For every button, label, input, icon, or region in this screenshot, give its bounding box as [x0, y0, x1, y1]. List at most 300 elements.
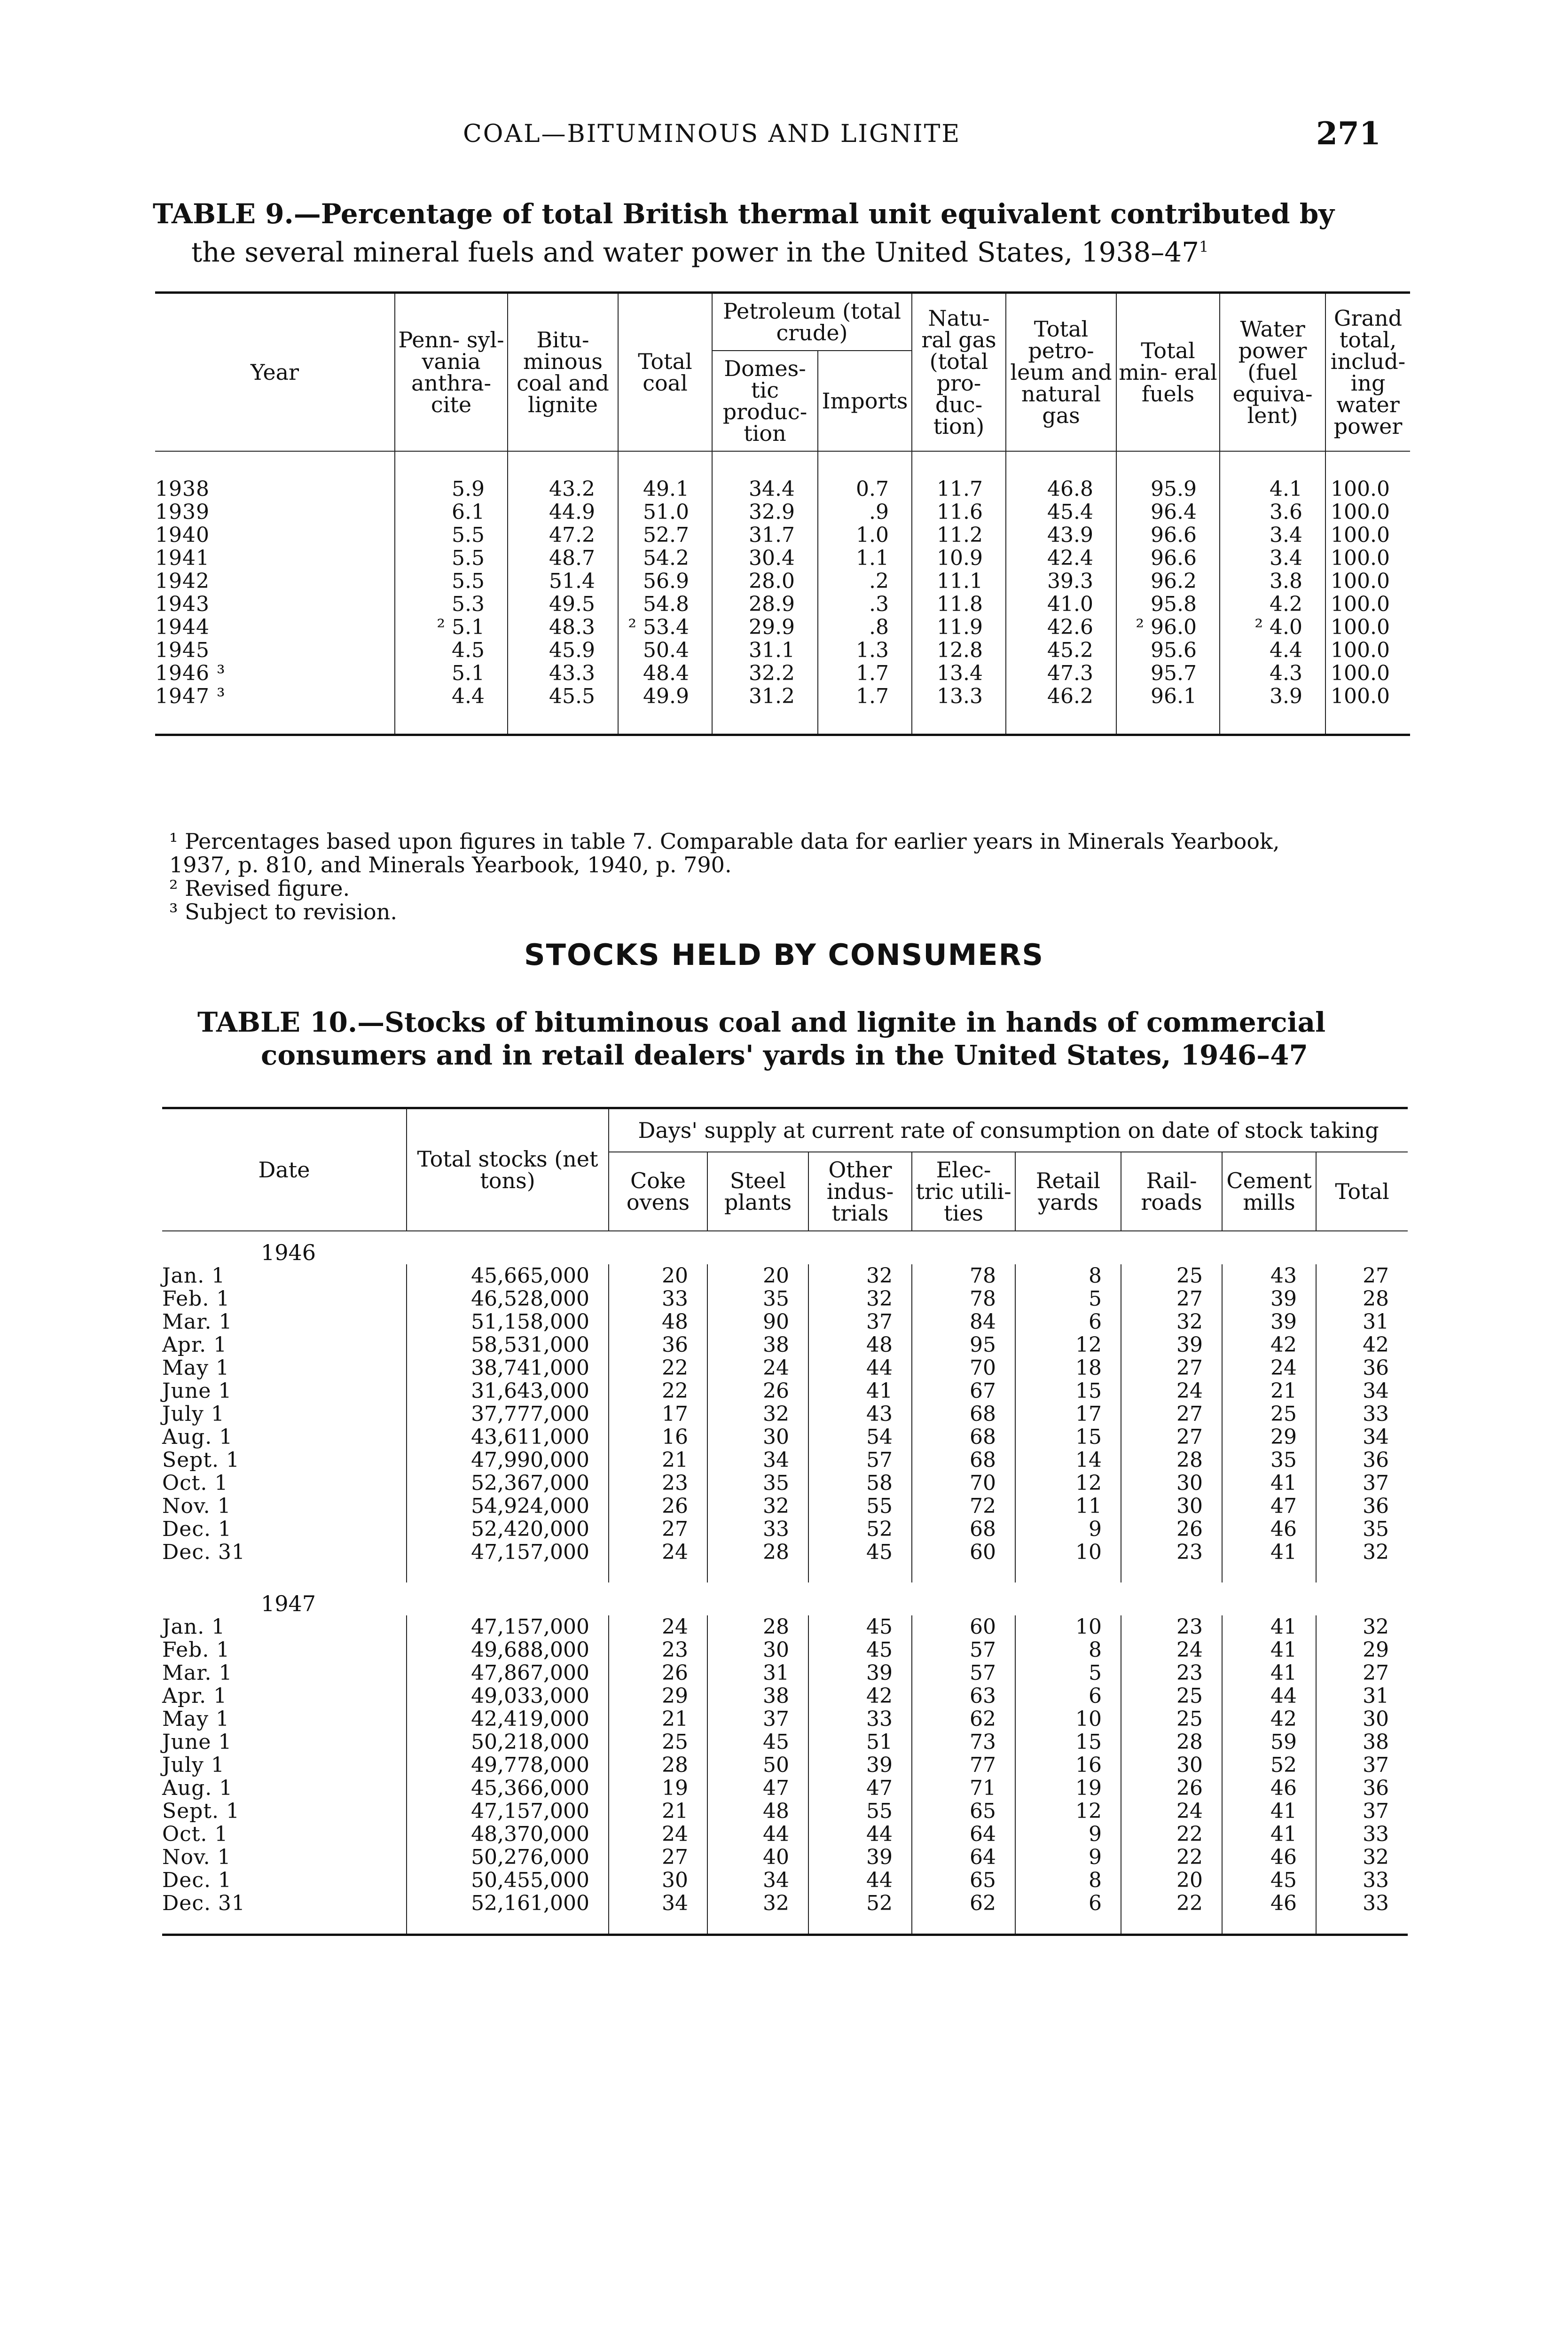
table9-caption-subtitle: the several mineral fuels and water power in the United States, 1938–47 — [191, 236, 1200, 268]
t10-cell-coke: 27 — [609, 1518, 707, 1541]
t10-cell-rail: 27 — [1121, 1402, 1222, 1426]
t10-cell-other: 55 — [808, 1495, 912, 1518]
t10-cell-rail: 32 — [1121, 1310, 1222, 1333]
t10-cell-elec: 64 — [912, 1823, 1015, 1846]
t9-cell-tcoal: 52.7 — [618, 524, 712, 547]
t9-cell-gas: 11.8 — [912, 593, 1006, 616]
t10-cell-other: 39 — [808, 1846, 912, 1869]
t10-cell-coke: 19 — [609, 1777, 707, 1800]
t10-cell-coke: 20 — [609, 1264, 707, 1287]
t10-cell-other: 52 — [808, 1892, 912, 1915]
t10-cell-total: 33 — [1316, 1823, 1408, 1846]
t10-cell-stocks: 52,367,000 — [407, 1472, 609, 1495]
t9-cell-tpg: 41.0 — [1006, 593, 1116, 616]
table-row — [155, 685, 1410, 708]
t9-cell-gas: 11.1 — [912, 570, 1006, 593]
t10-cell-steel: 90 — [707, 1310, 808, 1333]
t10-cell-total: 28 — [1316, 1287, 1408, 1310]
t9-cell-anth: 5.1 — [395, 662, 508, 685]
t10-cell-rail: 39 — [1121, 1333, 1222, 1356]
t10-cell-stocks: 42,419,000 — [407, 1708, 609, 1731]
t9-cell-tmf: 95.7 — [1116, 662, 1220, 685]
t10-cell-cement: 41 — [1222, 1638, 1316, 1661]
t9-cell-wp: 4.3 — [1220, 662, 1325, 685]
table-row — [155, 524, 1410, 547]
t10-cell-elec: 63 — [912, 1684, 1015, 1708]
t10-cell-total: 37 — [1316, 1754, 1408, 1777]
t10-cell-steel: 35 — [707, 1287, 808, 1310]
t10-cell-steel: 47 — [707, 1777, 808, 1800]
t10-cell-date: Dec. 31 — [162, 1891, 245, 1915]
t10-cell-elec: 57 — [912, 1638, 1015, 1661]
t9-cell-tpg: 45.4 — [1006, 501, 1116, 524]
t10-cell-date: Aug. 1 — [162, 1776, 233, 1800]
t10-cell-other: 32 — [808, 1287, 912, 1310]
table-row — [162, 1846, 1408, 1869]
table-row — [155, 570, 1410, 593]
table-row — [155, 639, 1410, 662]
table-row — [162, 1449, 1408, 1472]
t9-cell-tpg: 42.4 — [1006, 547, 1116, 570]
t10-cell-elec: 73 — [912, 1731, 1015, 1754]
t9-cell-year: 1946 ³ — [155, 661, 226, 685]
t10-cell-elec: 78 — [912, 1287, 1015, 1310]
t9-cell-gt: 100.0 — [1325, 662, 1410, 685]
t10-cell-date: Dec. 31 — [162, 1540, 245, 1564]
t10-cell-date: Feb. 1 — [162, 1638, 230, 1662]
t9-cell-gas: 10.9 — [912, 547, 1006, 570]
t10-cell-retail: 16 — [1015, 1754, 1121, 1777]
t9-cell-tmf: 96.1 — [1116, 685, 1220, 708]
t10-cell-total: 33 — [1316, 1402, 1408, 1426]
t10-cell-total: 33 — [1316, 1892, 1408, 1915]
t10-cell-rail: 22 — [1121, 1846, 1222, 1869]
t9-cell-gas: 12.8 — [912, 639, 1006, 662]
t10-cell-elec: 68 — [912, 1449, 1015, 1472]
t10-cell-other: 39 — [808, 1661, 912, 1684]
t10-col-date: Date — [162, 1108, 407, 1231]
t10-cell-date: Aug. 1 — [162, 1425, 233, 1449]
t9-cell-imp: .2 — [818, 570, 912, 593]
table-row — [155, 547, 1410, 570]
t10-cell-cement: 41 — [1222, 1615, 1316, 1638]
t9-cell-anth: 4.5 — [395, 639, 508, 662]
t9-cell-dom: 32.9 — [712, 501, 818, 524]
t9-cell-year: 1939 — [155, 500, 210, 524]
t9-cell-imp: 1.3 — [818, 639, 912, 662]
t10-cell-rail: 27 — [1121, 1426, 1222, 1449]
t10-cell-elec: 71 — [912, 1777, 1015, 1800]
table-row — [162, 1708, 1408, 1731]
t10-cell-other: 42 — [808, 1684, 912, 1708]
t10-cell-other: 57 — [808, 1449, 912, 1472]
t9-cell-tpg: 42.6 — [1006, 616, 1116, 639]
t10-cell-date: May 1 — [162, 1356, 230, 1380]
t9-cell-imp: .9 — [818, 501, 912, 524]
table-row — [162, 1287, 1408, 1310]
t9-col-petroleum-group: Petroleum (total crude) — [712, 293, 912, 351]
table-row — [162, 1264, 1408, 1287]
t10-cell-cement: 24 — [1222, 1356, 1316, 1379]
t10-cell-stocks: 47,867,000 — [407, 1661, 609, 1684]
t10-cell-coke: 16 — [609, 1426, 707, 1449]
t9-cell-bit: 49.5 — [508, 593, 618, 616]
t10-cell-steel: 24 — [707, 1356, 808, 1379]
t9-cell-gt: 100.0 — [1325, 593, 1410, 616]
t10-cell-retail: 12 — [1015, 1800, 1121, 1823]
t10-cell-cement: 47 — [1222, 1495, 1316, 1518]
table9 — [155, 291, 1410, 736]
t10-cell-coke: 23 — [609, 1472, 707, 1495]
t10-cell-coke: 36 — [609, 1333, 707, 1356]
t9-cell-dom: 29.9 — [712, 616, 818, 639]
table-row — [162, 1356, 1408, 1379]
table-row — [155, 616, 1410, 639]
t10-cell-other: 44 — [808, 1869, 912, 1892]
t9-cell-tcoal: ² 53.4 — [618, 616, 712, 639]
t9-cell-tpg: 46.2 — [1006, 685, 1116, 708]
table10-caption — [197, 1006, 1419, 1072]
t10-cell-steel: 44 — [707, 1823, 808, 1846]
table9-body — [155, 451, 1410, 735]
t10-cell-retail: 18 — [1015, 1356, 1121, 1379]
t9-cell-gt: 100.0 — [1325, 570, 1410, 593]
t9-cell-bit: 51.4 — [508, 570, 618, 593]
t9-cell-tmf: 95.8 — [1116, 593, 1220, 616]
t10-cell-date: July 1 — [162, 1753, 225, 1777]
t10-cell-retail: 9 — [1015, 1846, 1121, 1869]
t10-cell-date: July 1 — [162, 1402, 225, 1426]
t9-cell-gt: 100.0 — [1325, 501, 1410, 524]
t10-cell-stocks: 47,157,000 — [407, 1800, 609, 1823]
t9-cell-anth: 5.3 — [395, 593, 508, 616]
t9-cell-anth: 4.4 — [395, 685, 508, 708]
t10-cell-stocks: 48,370,000 — [407, 1823, 609, 1846]
t10-cell-cement: 46 — [1222, 1892, 1316, 1915]
table10-caption-title: TABLE 10.—Stocks of — [197, 1006, 525, 1038]
t9-cell-wp: 3.8 — [1220, 570, 1325, 593]
t10-cell-elec: 60 — [912, 1615, 1015, 1638]
table-row — [162, 1892, 1408, 1915]
t10-cell-rail: 24 — [1121, 1379, 1222, 1402]
t10-cell-other: 45 — [808, 1638, 912, 1661]
t9-cell-year: 1943 — [155, 592, 210, 616]
t10-cell-other: 55 — [808, 1800, 912, 1823]
table-row — [162, 1615, 1408, 1638]
t10-cell-cement: 29 — [1222, 1426, 1316, 1449]
t9-cell-bit: 45.9 — [508, 639, 618, 662]
table10 — [162, 1107, 1408, 1936]
footnote-3: ³ Subject to revision. — [169, 899, 397, 924]
t10-cell-total: 37 — [1316, 1472, 1408, 1495]
t9-cell-tmf: 95.9 — [1116, 478, 1220, 501]
t10-cell-total: 27 — [1316, 1661, 1408, 1684]
t10-cell-rail: 25 — [1121, 1264, 1222, 1287]
t10-cell-date: Feb. 1 — [162, 1287, 230, 1311]
table-row — [162, 1333, 1408, 1356]
t9-col-anthracite: Penn- syl- vania anthra- cite — [395, 293, 508, 452]
t10-cell-cement: 21 — [1222, 1379, 1316, 1402]
t10-cell-coke: 33 — [609, 1287, 707, 1310]
t10-cell-other: 47 — [808, 1777, 912, 1800]
t10-cell-stocks: 50,276,000 — [407, 1846, 609, 1869]
t10-cell-elec: 57 — [912, 1661, 1015, 1684]
table-row — [162, 1472, 1408, 1495]
t10-cell-stocks: 46,528,000 — [407, 1287, 609, 1310]
t10-cell-total: 32 — [1316, 1541, 1408, 1564]
year-1946-label: 1946 — [261, 1240, 316, 1265]
t10-cell-steel: 28 — [707, 1615, 808, 1638]
t10-cell-cement: 41 — [1222, 1472, 1316, 1495]
t10-cell-coke: 21 — [609, 1449, 707, 1472]
t10-cell-total: 31 — [1316, 1310, 1408, 1333]
table-row — [162, 1823, 1408, 1846]
t10-cell-elec: 65 — [912, 1869, 1015, 1892]
t10-cell-elec: 68 — [912, 1518, 1015, 1541]
t9-cell-tcoal: 49.1 — [618, 478, 712, 501]
t10-cell-elec: 77 — [912, 1754, 1015, 1777]
t10-cell-retail: 11 — [1015, 1495, 1121, 1518]
table-row — [162, 1379, 1408, 1402]
t10-cell-steel: 34 — [707, 1869, 808, 1892]
t9-cell-gt: 100.0 — [1325, 524, 1410, 547]
t10-cell-date: Oct. 1 — [162, 1822, 228, 1846]
t10-col-retail: Retail yards — [1015, 1152, 1121, 1231]
t10-cell-steel: 38 — [707, 1333, 808, 1356]
t9-cell-tpg: 43.9 — [1006, 524, 1116, 547]
t10-cell-other: 32 — [808, 1264, 912, 1287]
t10-cell-steel: 31 — [707, 1661, 808, 1684]
t10-cell-cement: 39 — [1222, 1287, 1316, 1310]
t9-cell-tmf: 96.2 — [1116, 570, 1220, 593]
t10-cell-steel: 38 — [707, 1684, 808, 1708]
t9-cell-dom: 30.4 — [712, 547, 818, 570]
t9-cell-gt: 100.0 — [1325, 639, 1410, 662]
t10-cell-elec: 62 — [912, 1708, 1015, 1731]
t10-cell-coke: 25 — [609, 1731, 707, 1754]
t10-cell-steel: 45 — [707, 1731, 808, 1754]
t9-cell-gas: 13.3 — [912, 685, 1006, 708]
t10-cell-retail: 5 — [1015, 1287, 1121, 1310]
t9-col-grand-total: Grand total, includ- ing water power — [1325, 293, 1410, 452]
table-row — [155, 662, 1410, 685]
t10-cell-steel: 48 — [707, 1800, 808, 1823]
t10-cell-date: Jan. 1 — [162, 1264, 226, 1288]
t10-cell-elec: 72 — [912, 1495, 1015, 1518]
t9-cell-bit: 48.3 — [508, 616, 618, 639]
t9-cell-year: 1938 — [155, 477, 210, 501]
t10-cell-retail: 12 — [1015, 1472, 1121, 1495]
t10-cell-date: Dec. 1 — [162, 1517, 232, 1541]
footnote-2: ² Revised figure. — [169, 876, 350, 901]
t10-cell-cement: 46 — [1222, 1518, 1316, 1541]
t10-cell-retail: 9 — [1015, 1823, 1121, 1846]
t9-cell-gt: 100.0 — [1325, 616, 1410, 639]
t10-cell-coke: 29 — [609, 1684, 707, 1708]
t10-cell-elec: 60 — [912, 1541, 1015, 1564]
t10-cell-retail: 10 — [1015, 1708, 1121, 1731]
t10-cell-cement: 41 — [1222, 1661, 1316, 1684]
t10-cell-date: June 1 — [162, 1379, 232, 1403]
t9-cell-tpg: 46.8 — [1006, 478, 1116, 501]
running-title: COAL—BITUMINOUS AND LIGNITE — [463, 120, 961, 148]
t9-col-natural-gas: Natu- ral gas (total pro- duc- tion) — [912, 293, 1006, 452]
table-row — [162, 1800, 1408, 1823]
t10-cell-date: Mar. 1 — [162, 1661, 233, 1685]
t10-cell-cement: 35 — [1222, 1449, 1316, 1472]
t10-cell-steel: 37 — [707, 1708, 808, 1731]
t10-cell-stocks: 47,990,000 — [407, 1449, 609, 1472]
t10-cell-steel: 33 — [707, 1518, 808, 1541]
t9-cell-year: 1941 — [155, 546, 210, 570]
t10-cell-steel: 40 — [707, 1846, 808, 1869]
t9-cell-tcoal: 54.8 — [618, 593, 712, 616]
t10-cell-steel: 35 — [707, 1472, 808, 1495]
t9-cell-dom: 28.0 — [712, 570, 818, 593]
t9-cell-dom: 28.9 — [712, 593, 818, 616]
t10-cell-stocks: 45,366,000 — [407, 1777, 609, 1800]
t10-cell-total: 42 — [1316, 1333, 1408, 1356]
t9-cell-gas: 13.4 — [912, 662, 1006, 685]
page-number: 271 — [1316, 115, 1381, 152]
t9-col-imports: Imports — [818, 351, 912, 451]
t10-cell-steel: 50 — [707, 1754, 808, 1777]
t9-cell-year: 1940 — [155, 523, 210, 547]
t10-cell-stocks: 49,688,000 — [407, 1638, 609, 1661]
t10-cell-stocks: 49,778,000 — [407, 1754, 609, 1777]
t9-cell-year: 1942 — [155, 569, 210, 593]
t9-cell-tpg: 39.3 — [1006, 570, 1116, 593]
t9-cell-gas: 11.9 — [912, 616, 1006, 639]
t10-cell-date: June 1 — [162, 1730, 232, 1754]
t10-cell-total: 36 — [1316, 1356, 1408, 1379]
t10-cell-retail: 8 — [1015, 1869, 1121, 1892]
t9-cell-anth: ² 5.1 — [395, 616, 508, 639]
table-row — [162, 1518, 1408, 1541]
t10-cell-elec: 84 — [912, 1310, 1015, 1333]
t10-cell-cement: 25 — [1222, 1402, 1316, 1426]
t9-cell-gt: 100.0 — [1325, 478, 1410, 501]
t10-cell-retail: 10 — [1015, 1541, 1121, 1564]
t10-cell-steel: 20 — [707, 1264, 808, 1287]
t9-col-total-petroleum-gas: Total petro- leum and natural gas — [1006, 293, 1116, 452]
table9-footnotes — [169, 830, 1410, 924]
t10-cell-steel: 34 — [707, 1449, 808, 1472]
t10-cell-total: 31 — [1316, 1684, 1408, 1708]
t10-cell-stocks: 45,665,000 — [407, 1264, 609, 1287]
t10-cell-rail: 30 — [1121, 1754, 1222, 1777]
t10-cell-rail: 27 — [1121, 1287, 1222, 1310]
t10-cell-date: Sept. 1 — [162, 1799, 240, 1823]
t10-cell-total: 36 — [1316, 1777, 1408, 1800]
t10-cell-retail: 17 — [1015, 1402, 1121, 1426]
t10-cell-other: 51 — [808, 1731, 912, 1754]
t9-col-bituminous: Bitu- minous coal and lignite — [508, 293, 618, 452]
t9-cell-anth: 5.5 — [395, 524, 508, 547]
t10-cell-rail: 20 — [1121, 1869, 1222, 1892]
t10-cell-total: 27 — [1316, 1264, 1408, 1287]
t9-cell-dom: 31.2 — [712, 685, 818, 708]
t10-cell-total: 30 — [1316, 1708, 1408, 1731]
t9-cell-tpg: 45.2 — [1006, 639, 1116, 662]
table-row — [162, 1426, 1408, 1449]
t9-col-year: Year — [155, 293, 395, 452]
t10-cell-other: 58 — [808, 1472, 912, 1495]
t10-cell-coke: 17 — [609, 1402, 707, 1426]
t10-cell-cement: 42 — [1222, 1708, 1316, 1731]
t9-cell-tmf: 95.6 — [1116, 639, 1220, 662]
table-row — [162, 1495, 1408, 1518]
t9-cell-tcoal: 51.0 — [618, 501, 712, 524]
t9-cell-wp: 4.4 — [1220, 639, 1325, 662]
t9-cell-bit: 45.5 — [508, 685, 618, 708]
section-heading: STOCKS HELD BY CONSUMERS — [524, 938, 1044, 972]
t10-cell-rail: 27 — [1121, 1356, 1222, 1379]
table-row — [162, 1731, 1408, 1754]
t10-cell-date: May 1 — [162, 1707, 230, 1731]
t10-cell-rail: 30 — [1121, 1495, 1222, 1518]
t10-cell-cement: 42 — [1222, 1333, 1316, 1356]
t10-cell-stocks: 47,157,000 — [407, 1541, 609, 1564]
table9-caption-title: TABLE 9.—Percentage of total British thermal unit equivalent contributed by — [153, 198, 1334, 230]
t10-cell-retail: 15 — [1015, 1426, 1121, 1449]
table-row — [162, 1754, 1408, 1777]
t10-col-electric: Elec- tric utili- ties — [912, 1152, 1015, 1231]
t10-cell-retail: 6 — [1015, 1684, 1121, 1708]
t10-cell-date: Oct. 1 — [162, 1471, 228, 1495]
t10-cell-rail: 24 — [1121, 1800, 1222, 1823]
t10-cell-cement: 41 — [1222, 1541, 1316, 1564]
t10-cell-date: Dec. 1 — [162, 1868, 232, 1892]
t10-col-days-group: Days' supply at current rate of consumption on date of stock taking — [609, 1108, 1408, 1152]
t10-cell-retail: 19 — [1015, 1777, 1121, 1800]
t9-cell-imp: .3 — [818, 593, 912, 616]
t9-cell-tmf: ² 96.0 — [1116, 616, 1220, 639]
t9-cell-tmf: 96.6 — [1116, 547, 1220, 570]
table-row — [162, 1777, 1408, 1800]
t9-cell-gas: 11.6 — [912, 501, 1006, 524]
t10-cell-retail: 9 — [1015, 1518, 1121, 1541]
t10-cell-elec: 95 — [912, 1333, 1015, 1356]
t10-cell-date: Apr. 1 — [162, 1333, 227, 1357]
t10-cell-rail: 23 — [1121, 1615, 1222, 1638]
t10-cell-total: 33 — [1316, 1869, 1408, 1892]
t10-cell-cement: 39 — [1222, 1310, 1316, 1333]
t9-cell-year: 1947 ³ — [155, 684, 226, 708]
t9-col-total-coal: Total coal — [618, 293, 712, 452]
t9-cell-gas: 11.7 — [912, 478, 1006, 501]
t10-cell-total: 36 — [1316, 1449, 1408, 1472]
t10-cell-rail: 22 — [1121, 1892, 1222, 1915]
t9-cell-anth: 5.5 — [395, 547, 508, 570]
t9-cell-gt: 100.0 — [1325, 685, 1410, 708]
t10-cell-stocks: 50,218,000 — [407, 1731, 609, 1754]
t10-cell-date: Jan. 1 — [162, 1615, 226, 1639]
t10-cell-total: 32 — [1316, 1846, 1408, 1869]
t10-cell-steel: 30 — [707, 1426, 808, 1449]
t10-cell-total: 38 — [1316, 1731, 1408, 1754]
t9-cell-dom: 32.2 — [712, 662, 818, 685]
t9-cell-imp: .8 — [818, 616, 912, 639]
t10-cell-rail: 28 — [1121, 1449, 1222, 1472]
t10-cell-steel: 32 — [707, 1495, 808, 1518]
t10-cell-elec: 64 — [912, 1846, 1015, 1869]
t9-cell-anth: 5.5 — [395, 570, 508, 593]
t10-cell-coke: 23 — [609, 1638, 707, 1661]
t10-col-steel: Steel plants — [707, 1152, 808, 1231]
table9-caption-footnote-ref: 1 — [1199, 238, 1209, 256]
t10-cell-coke: 27 — [609, 1846, 707, 1869]
